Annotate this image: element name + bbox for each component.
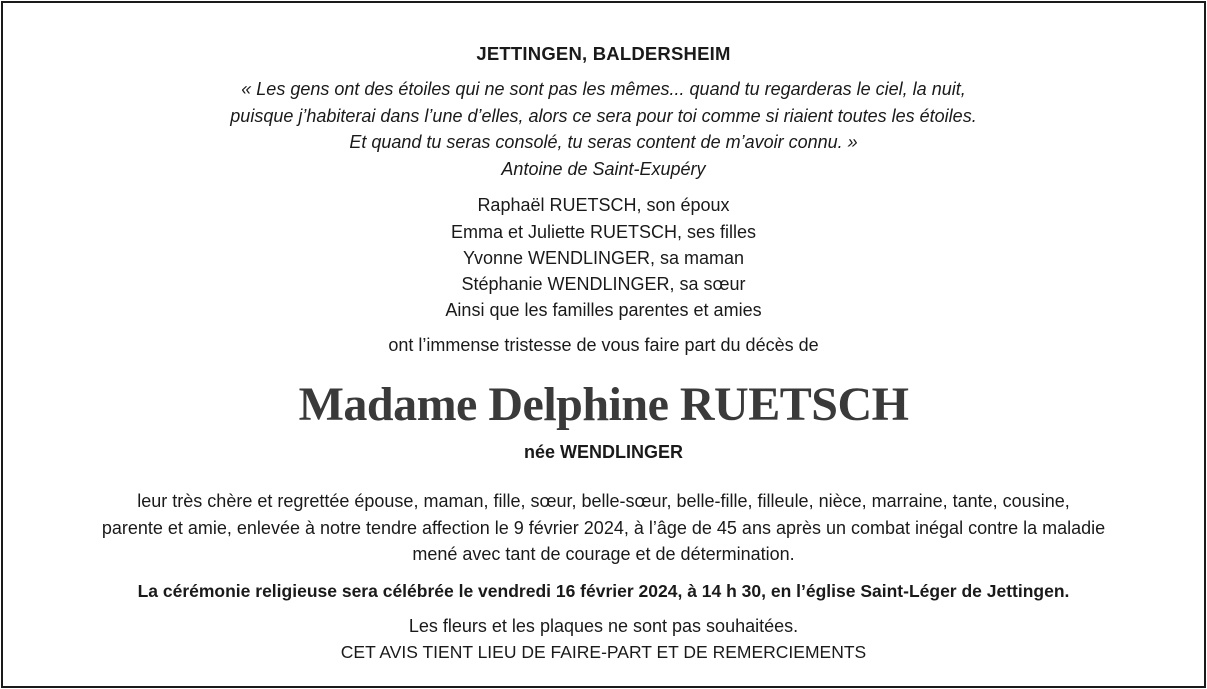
- ceremony-details: La cérémonie religieuse sera célébrée le vendredi 16 février 2024, à 14 h 30, en l’église Saint-Léger de Jettingen.: [137, 581, 1070, 601]
- maiden-name: née WENDLINGER: [523, 442, 683, 462]
- deceased-name: Madame Delphine RUETSCH: [298, 378, 909, 431]
- flowers-note: Les fleurs et les plaques ne sont pas souhaitées.: [408, 616, 799, 636]
- location-heading: JETTINGEN, BALDERSHEIM: [476, 43, 731, 64]
- family-member-daughters: Emma et Juliette RUETSCH, ses filles: [450, 222, 757, 242]
- notice-statement: CET AVIS TIENT LIEU DE FAIRE-PART ET DE REMERCIEMENTS: [340, 642, 867, 662]
- family-member-sister: Stéphanie WENDLINGER, sa sœur: [461, 274, 746, 294]
- quote-line-2: puisque j’habiterai dans l’une d’elles, alors ce sera pour toi comme si riaient toutes les étoiles.: [230, 106, 977, 126]
- body-line-1: leur très chère et regrettée épouse, maman, fille, sœur, belle-sœur, belle-fille, filleule, nièce, marraine, tante, cousine,: [137, 491, 1070, 511]
- family-relatives: Ainsi que les familles parentes et amies: [445, 300, 762, 320]
- obituary-notice: [1, 1, 1206, 688]
- quote-author: Antoine de Saint-Exupéry: [501, 159, 706, 179]
- family-member-spouse: Raphaël RUETSCH, son époux: [477, 195, 730, 215]
- quote-line-3: Et quand tu seras consolé, tu seras content de m’avoir connu. »: [349, 132, 858, 152]
- quote-line-1: « Les gens ont des étoiles qui ne sont pas les mêmes... quand tu regarderas le ciel, la nuit,: [241, 79, 966, 99]
- body-line-3: mené avec tant de courage et de détermination.: [412, 544, 795, 564]
- body-line-2: parente et amie, enlevée à notre tendre affection le 9 février 2024, à l’âge de 45 ans après un combat inégal contre la maladie: [101, 518, 1106, 538]
- family-member-mother: Yvonne WENDLINGER, sa maman: [462, 248, 745, 268]
- announcement-text: ont l’immense tristesse de vous faire part du décès de: [388, 335, 819, 355]
